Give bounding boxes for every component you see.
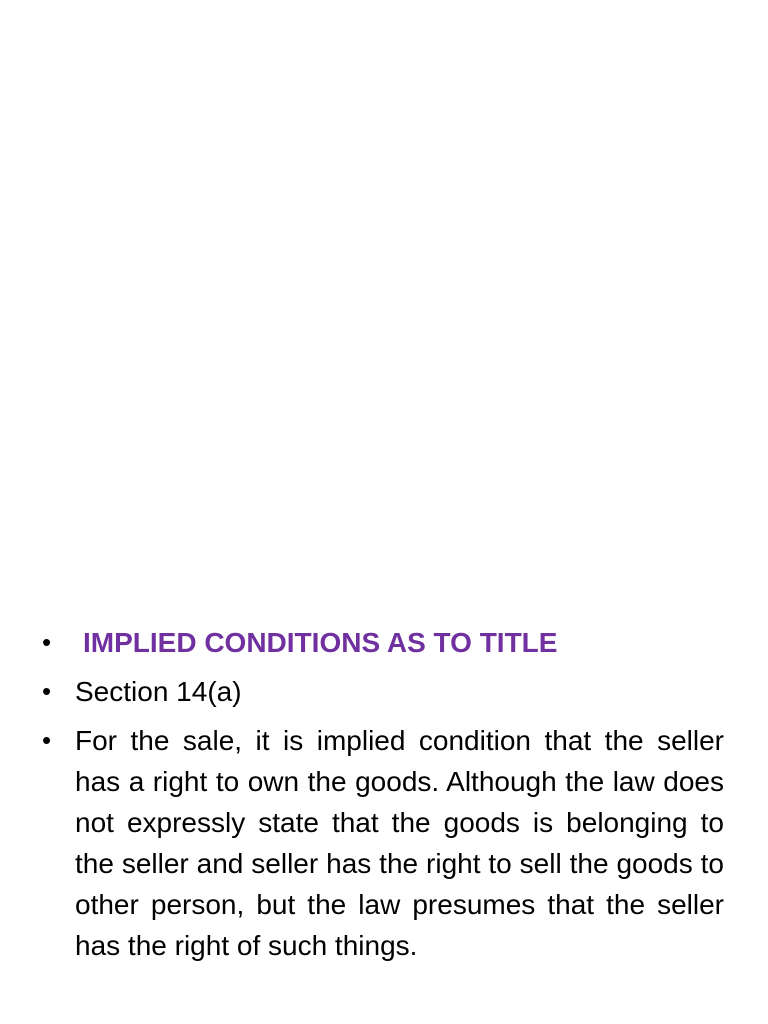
bullet-list [40,622,724,974]
bullet-icon: • [42,627,52,657]
bullet-section-item [40,671,724,712]
section-heading: IMPLIED CONDITIONS AS TO TITLE [83,627,558,658]
bullet-icon: • [42,676,52,706]
bullet-body-item [40,720,724,966]
bullet-icon: • [42,725,52,755]
body-paragraph: For the sale, it is implied condition that the seller has a right to own the goods. Although the law does not expressly state that the goods is belonging to the seller and seller has the right to sell the goods to other person, but the law presumes that the seller has the right of such things. [75,725,724,961]
bullet-heading-item [40,622,724,663]
section-reference: Section 14(a) [75,676,242,707]
